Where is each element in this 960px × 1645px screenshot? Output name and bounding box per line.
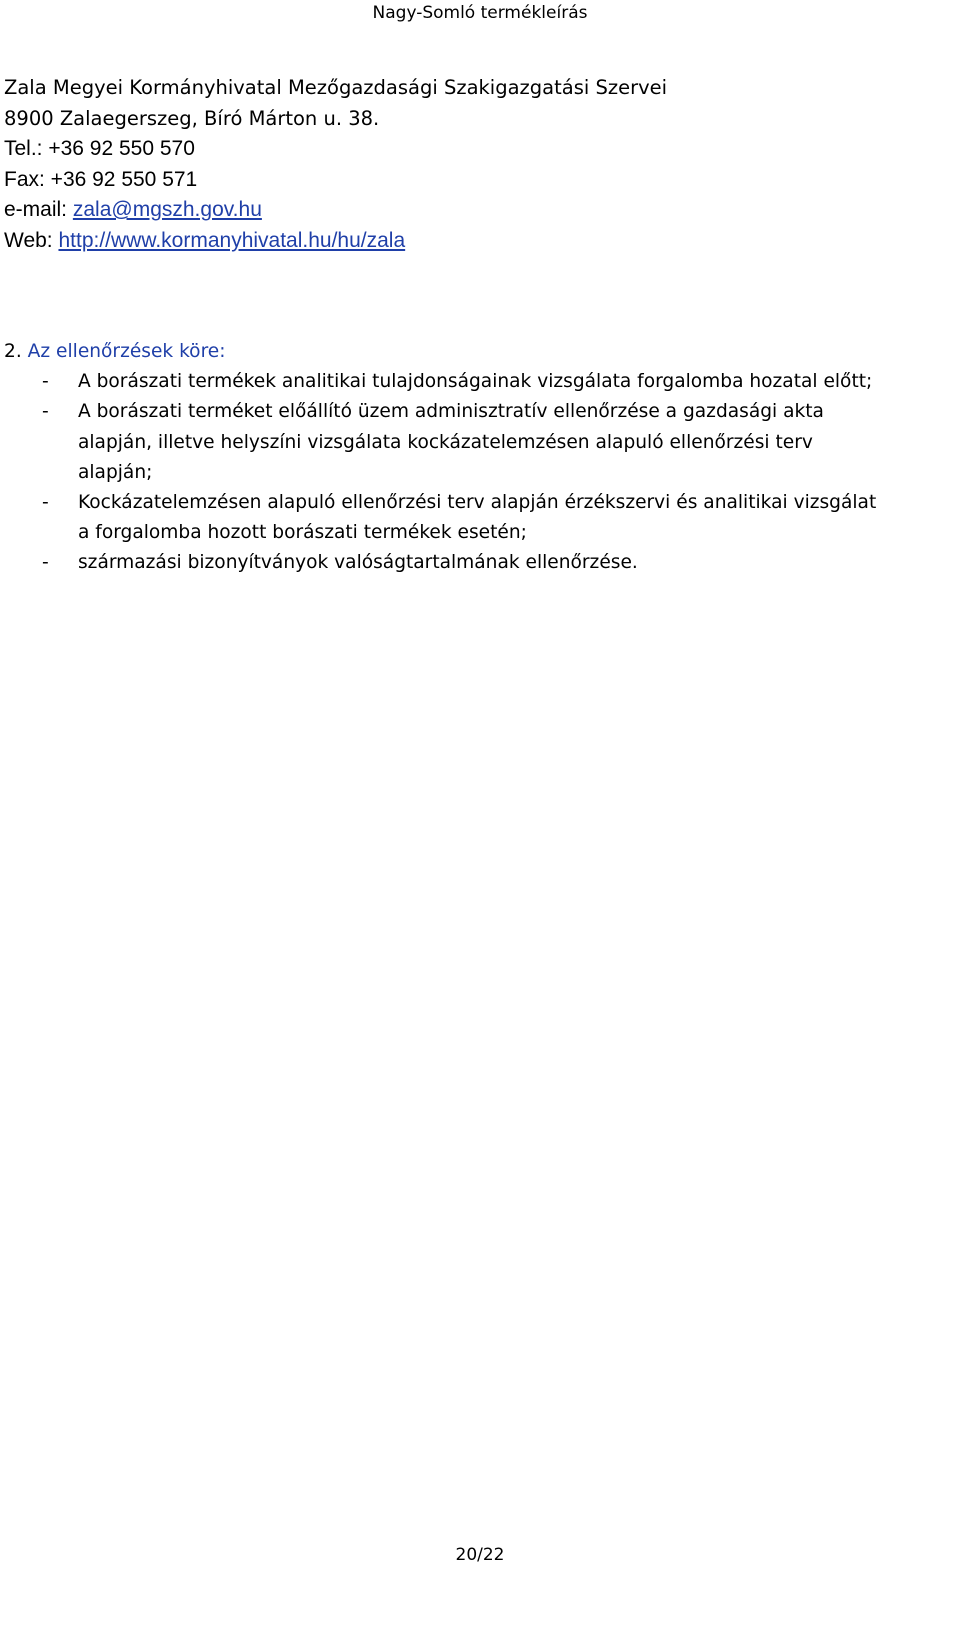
list-item-text: származási bizonyítványok valóságtartalmának ellenőrzése.	[78, 552, 638, 574]
list-item	[4, 488, 944, 548]
header-title: Nagy-Somló termékleírás	[372, 3, 588, 23]
web-label: Web:	[4, 228, 59, 252]
page-header	[0, 1, 960, 25]
page-footer	[0, 1543, 960, 1567]
list-item-text: Kockázatelemzésen alapuló ellenőrzési terv alapján érzékszervi és analitikai vizsgálat a forgalomba hozott borászati termékek esetén;	[78, 492, 877, 544]
bullet-dash: -	[42, 552, 49, 574]
list-item	[4, 367, 944, 397]
section-title: Az ellenőrzések köre:	[27, 341, 226, 362]
web-link[interactable]: http://www.kormanyhivatal.hu/hu/zala	[58, 228, 406, 252]
list-item	[4, 397, 944, 488]
contact-block	[4, 73, 667, 256]
section-number: 2.	[4, 341, 22, 362]
list-item-text: A borászati termékek analitikai tulajdonságainak vizsgálata forgalomba hozatal előtt;	[78, 371, 873, 393]
fax: Fax: +36 92 550 571	[4, 167, 198, 191]
phone: Tel.: +36 92 550 570	[4, 137, 195, 160]
inspection-scope-section	[4, 337, 944, 579]
bullet-dash: -	[42, 401, 49, 423]
web-line	[4, 226, 667, 257]
address: 8900 Zalaegerszeg, Bíró Márton u. 38.	[4, 106, 380, 130]
org-name: Zala Megyei Kormányhivatal Mezőgazdasági Szakigazgatási Szervei	[4, 76, 668, 99]
email-line	[4, 195, 667, 226]
bullet-dash: -	[42, 492, 49, 514]
page-number: 20/22	[455, 1545, 505, 1565]
section-heading	[4, 337, 944, 367]
list-item	[4, 548, 944, 578]
email-link[interactable]: zala@mgszh.gov.hu	[72, 198, 262, 221]
bullet-dash: -	[42, 371, 49, 393]
email-label: e-mail:	[4, 198, 73, 221]
list-item-text: A borászati terméket előállító üzem adminisztratív ellenőrzése a gazdasági akta alapján, illetve helyszíni vizsgálata kockázatelemzésen alapuló ellenőrzési terv alapján;	[78, 401, 824, 483]
